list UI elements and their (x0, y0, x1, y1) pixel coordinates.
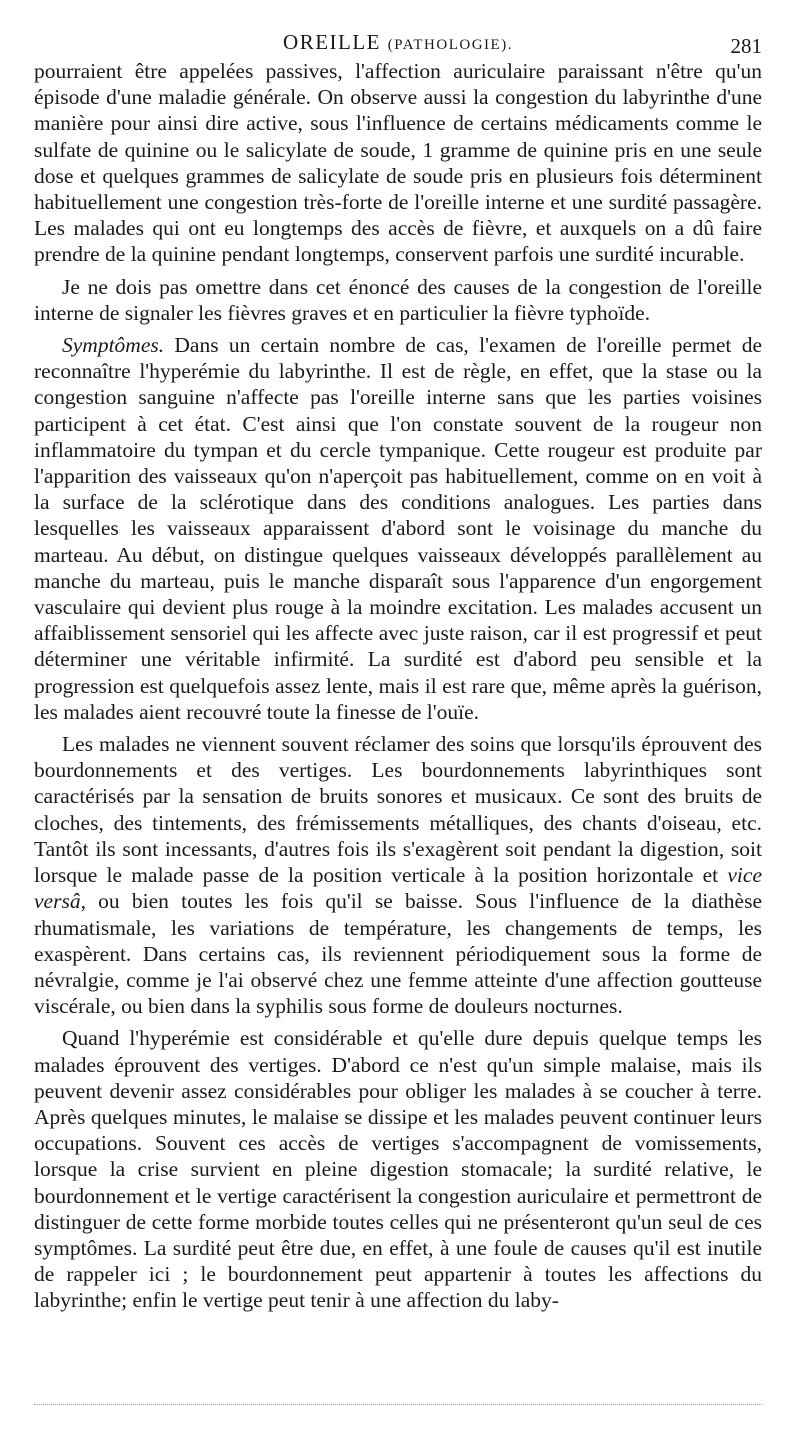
paragraph-5 (34, 1025, 762, 1313)
paragraph-4-text: Les malades ne viennent souvent réclamer des soins que lorsqu'ils éprouvent des bourdonnements et des vertiges. Les bourdonnements labyrinthiques sont caractérisés par la sensation de bruits sonores et musicaux. Ce sont des bruits de cloches, des tintements, des frémissements métalliques, des chants d'oiseau, etc. Tantôt ils sont incessants, d'autres fois ils s'exagèrent soit pendant la digestion, soit lorsque le malade passe de la position verticale à la position horizontale et (34, 732, 762, 888)
running-title (34, 30, 762, 55)
paragraph-1-text: pourraient être appelées passives, l'affection auriculaire paraissant n'être qu'un épisode d'une maladie générale. On observe aussi la congestion du labyrinthe d'une manière pour ainsi dire active, sous l'influence de certains médicaments comme le sulfate de quinine ou le salicylate de soude, 1 gramme de quinine pris en une seule dose et quelques grammes de salicylate de soude pris en plusieurs fois déterminent habituellement une congestion très-forte de l'oreille interne et une surdité passagère. Les malades qui ont eu longtemps des accès de fièvre, et auxquels on a dû faire prendre de la quinine pendant longtemps, conservent parfois une surdité incurable. (34, 59, 762, 267)
header-subtitle: (PATHOLOGIE). (387, 37, 513, 53)
paragraph-2-text: Je ne dois pas omettre dans cet énoncé des causes de la congestion de l'oreille interne de signaler les fièvres graves et en particulier la fièvre typhoïde. (34, 274, 762, 325)
page-number: 281 (730, 34, 762, 58)
section-heading-symptomes: Symptômes. (62, 333, 165, 358)
footer-rule (34, 1404, 762, 1405)
paragraph-4-text-after: ou bien toutes les fois qu'il se baisse. Sous l'influence de la diathèse rhumatismale, les variations de température, les changements de temps, les exaspèrent. Dans certains cas, ils reviennent périodiquement sous la forme de névralgie, comme je l'ai observé chez une femme atteinte d'une affection goutteuse viscérale, ou bien dans la syphilis sous forme de douleurs nocturnes. (34, 889, 762, 1019)
latin-phrase: vice versâ, (34, 863, 762, 914)
paragraph-1 (34, 58, 762, 268)
running-header (34, 30, 762, 60)
paragraph-3-text: Dans un certain nombre de cas, l'examen de l'oreille permet de reconnaître l'hyperémie du labyrinthe. Il est de règle, en effet, que la stase ou la congestion sanguine n'affecte pas l'oreille interne sans que les parties voisines participent à cet état. C'est ainsi que l'on constate souvent de la rougeur non inflammatoire du tympan et du cercle tympanique. Cette rougeur est produite par l'apparition des vaisseaux qu'on n'aperçoit pas habituellement, comme on en voit à la surface de la sclérotique dans des conditions analogues. Les parties dans lesquelles les vaisseaux apparaissent d'abord sont le voisinage du manche du marteau. Au début, on distingue quelques vaisseaux développés parallèlement au manche du marteau, puis le manche disparaît sous l'apparence d'un engorgement vasculaire qui devient plus rouge à la moindre excitation. Les malades accusent un affaiblissement sensoriel qui les affecte avec juste raison, car il est progressif et peut déterminer une véritable infirmité. La surdité est d'abord peu sensible et la progression est quelquefois assez lente, mais il est rare que, même après la guérison, les malades aient recouvré toute la finesse de l'ouïe. (34, 333, 762, 724)
paragraph-5-text: Quand l'hyperémie est considérable et qu'elle dure depuis quelque temps les malades éprouvent des vertiges. D'abord ce n'est qu'un simple malaise, mais ils peuvent devenir assez considérables pour obliger les malades à se coucher à terre. Après quelques minutes, le malaise se dissipe et les malades peuvent continuer leurs occupations. Souvent ces accès de vertiges s'accompagnent de vomissements, lorsque la crise survient en pleine digestion stomacale; la surdité relative, le bourdonnement et le vertige caractérisent la congestion auriculaire et permettront de distinguer de cette forme morbide toutes celles qui ne présenteront qu'un seul de ces symptômes. La surdité peut être due, en effet, à une foule de causes qu'il est inutile de rappeler ici ; le bourdonnement peut appartenir à toutes les affections du labyrinthe; enfin le vertige peut tenir à une affection du laby- (34, 1026, 762, 1313)
paragraph-4 (34, 731, 762, 1019)
paragraph-3 (34, 332, 762, 725)
paragraph-2 (34, 274, 762, 326)
body-text (34, 58, 762, 1320)
header-title: OREILLE (283, 30, 382, 54)
